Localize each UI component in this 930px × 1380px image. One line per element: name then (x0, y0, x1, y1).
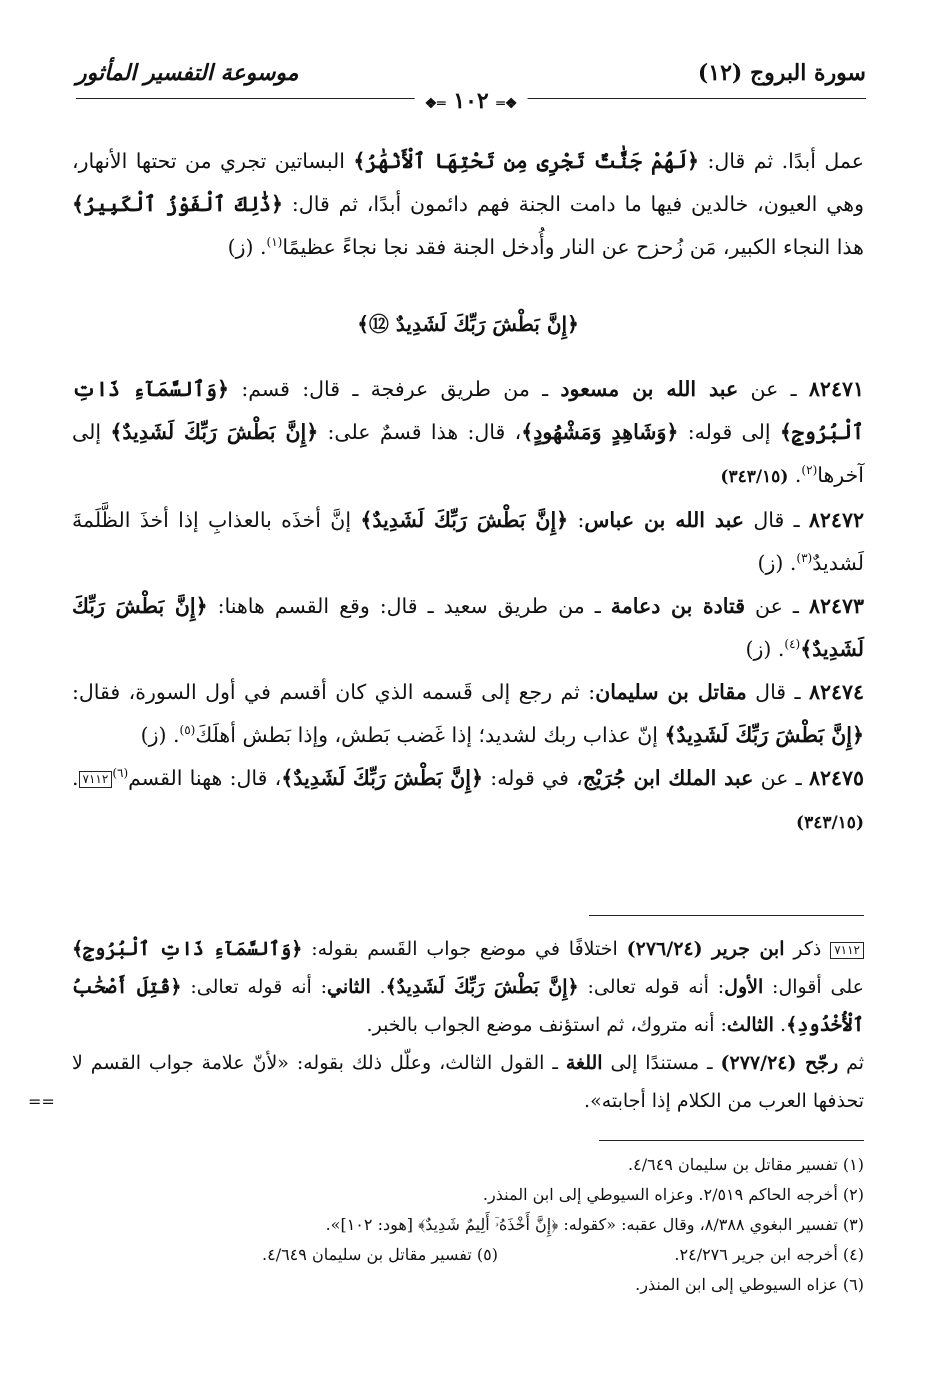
text: ـ عن (738, 377, 809, 401)
footnote-row (72, 1240, 864, 1270)
text: ـ من طريق عرفجة ـ قال: قسم: (229, 377, 561, 401)
ornament-icon: ❖═ (496, 96, 518, 112)
bold-text: الثالث (726, 1014, 774, 1036)
quran-quote: ﴿وَٱلسَّمَآءِ ذَاتِ ٱلْبُرُوجِ﴾ (72, 377, 864, 444)
footnote-3: (٣) تفسير البغوي ٨/٣٨٨، وقال عقبه: «كقوله: ﴿إِنَّ أَخْذَهُۥٓ أَلِيمٌ شَدِيدٌ﴾ [هود: ١٠٢]». (325, 1215, 864, 1234)
text: ـ عن (745, 594, 809, 618)
text: : أنه متروك، ثم استؤنف موضع الجواب بالخبر. (366, 1014, 727, 1036)
text: : ثم رجع إلى قَسمه الذي كان أقسم في أول السورة، فقال: (72, 680, 596, 704)
quran-quote: ﴿إِنَّ بَطْشَ رَبِّكَ لَشَدِيدٌ﴾ (360, 508, 569, 532)
quran-quote: ﴿قُتِلَ أَصْحَٰبُ ٱلْأُخْدُودِ﴾ (72, 976, 864, 1036)
text: ، قال: ههنا القسم (128, 766, 282, 790)
bold-text: اللغة (565, 1052, 603, 1074)
page-number-value: ١٠٢ (453, 88, 489, 114)
footnote-marker[interactable]: (١) (266, 235, 283, 250)
quran-quote: ﴿وَشَاهِدٍ وَمَشْهُودٍ﴾ (521, 420, 679, 444)
verse-heading: ﴿إِنَّ بَطْشَ رَبِّكَ لَشَدِيدٌ ⑫﴾ (357, 312, 579, 336)
text: إلى آخرها (72, 420, 864, 487)
text: إلى قوله: (678, 420, 780, 444)
entry-number: ٨٢٤٧٤ (808, 680, 865, 704)
text: . (788, 463, 802, 487)
footnote-marker[interactable]: (٥) (179, 723, 196, 738)
commentary-tag: ٧١١٢ (830, 942, 864, 959)
page-header (76, 60, 866, 116)
quran-quote: ﴿إِنَّ بَطْشَ رَبِّكَ لَشَدِيدٌ﴾ (664, 723, 864, 747)
footnote-4: (٤) أخرجه ابن جرير ٢٤/٢٧٦. (674, 1245, 864, 1264)
text: على أقوال: (763, 976, 864, 998)
text: البساتين تجري من تحتها الأنهار، وهي العيون، خالدين فيها ما دامت الجنة فهم دائمون أبدًا، ثم قال: (72, 149, 864, 216)
text: ـ مستندًا إلى (602, 1052, 721, 1074)
text: . (ز) (140, 723, 180, 747)
text: ـ القول الثالث، وعلّل ذلك بقوله: «لأنّ علامة جواب القسم لا تحذفها العرب من الكلام إذا أجابته». (72, 1052, 864, 1112)
bold-text: الأول (724, 976, 764, 998)
entry-number: ٨٢٤٧٢ (808, 508, 864, 532)
footnote-marker[interactable]: (٢) (801, 463, 818, 478)
entry-82472 (72, 499, 864, 585)
entry-82473 (72, 585, 864, 671)
narrator: مقاتل بن سليمان (595, 680, 747, 704)
bold-text: الثاني (327, 976, 371, 998)
text: ـ من طريق سعيد ـ قال: وقع القسم هاهنا: (207, 594, 611, 618)
bold-text: ابن جرير (٢٧٦/٢٤) (626, 938, 785, 960)
intro-paragraph (72, 140, 864, 269)
narrator: عبد الملك ابن جُرَيْج (582, 766, 754, 790)
quran-quote: ﴿إِنَّ بَطْشَ رَبِّكَ لَشَدِيدٌ﴾ (72, 594, 864, 661)
quran-quote: ﴿إِنَّ بَطْشَ رَبِّكَ لَشَدِيدٌ﴾ (110, 420, 319, 444)
entry-82475 (72, 757, 864, 845)
footnote-marker[interactable]: (٦) (112, 766, 129, 781)
quran-quote: ﴿لَهُمْ جَنَّٰتٌ تَجْرِى مِن تَحْتِهَا ٱلْأَنْهَٰرُ﴾ (353, 149, 700, 173)
text: هذا النجاء الكبير، مَن زُحزح عن النار وأُدخل الجنة فقد نجا نجاءً عظيمًا (282, 235, 864, 259)
quran-quote: ﴿وَٱلسَّمَآءِ ذَاتِ ٱلْبُرُوجِ﴾ (72, 938, 303, 960)
note-paragraph (72, 1044, 864, 1120)
surah-title: سورة البروج (١٢) (697, 60, 866, 86)
footnote-separator (599, 1140, 864, 1141)
text: ثم (838, 1052, 864, 1074)
text: . (72, 766, 79, 790)
book-title: موسوعة التفسير المأثور (76, 60, 299, 86)
text: . (370, 976, 386, 998)
footnote-5: (٥) تفسير مقاتل بن سليمان ٤/٦٤٩. (262, 1245, 498, 1264)
entry-82474 (72, 671, 864, 757)
footnote-1: (١) تفسير مقاتل بن سليمان ٤/٦٤٩. (628, 1155, 864, 1174)
commentary-note (72, 930, 864, 1120)
text: ، في قوله: (482, 766, 583, 790)
quran-quote: ﴿ذَٰلِكَ ٱلْفَوْزُ ٱلْكَبِيرُ﴾ (72, 192, 284, 216)
footnote-marker[interactable]: (٤) (784, 637, 801, 652)
entry-number: ٨٢٤٧٥ (808, 766, 864, 790)
text: إنَّ أخذَه بالعذابِ إذا أخذَ الظَّلَمةَ لَشديدٌ (72, 508, 864, 575)
text: عمل أبدًا. ثم قال: (699, 149, 865, 173)
text: اختلافًا في موضع جواب القَسم بقوله: (302, 938, 627, 960)
text: ـ عن (753, 766, 809, 790)
text: ـ قال (744, 508, 809, 532)
volume-reference: (٣٤٣/١٥) (720, 467, 789, 487)
note-paragraph (72, 930, 864, 1044)
text: . (ز) (745, 637, 785, 661)
footnotes (72, 1150, 864, 1300)
footnote-marker[interactable]: (٣) (796, 551, 813, 566)
entry-82471 (72, 368, 864, 499)
note-separator (589, 915, 864, 916)
narrator: قتادة بن دعامة (610, 594, 746, 618)
page-number (415, 88, 528, 114)
main-text (72, 140, 864, 845)
continuation-mark: == (28, 1092, 55, 1111)
quran-quote: ﴿إِنَّ بَطْشَ رَبِّكَ لَشَدِيدٌ﴾ (281, 766, 483, 790)
footnote-2: (٢) أخرجه الحاكم ٢/٥١٩. وعزاه السيوطي إلى ابن المنذر. (482, 1185, 864, 1204)
text: إنّ عذاب ربك لشديد؛ إذا غَضب بَطش، وإذا بَطش أهلَكَ (195, 723, 665, 747)
bold-text: رجّح (٢٧٧/٢٤) (720, 1052, 839, 1074)
text: . (773, 1014, 787, 1036)
narrator: عبد الله بن عباس (584, 508, 745, 532)
text: ذكر (784, 938, 831, 960)
text: . (ز) (227, 235, 267, 259)
text: . (ز) (757, 551, 797, 575)
narrator: عبد الله بن مسعود (560, 377, 739, 401)
footnote-6: (٦) عزاه السيوطي إلى ابن المنذر. (635, 1275, 864, 1294)
text: : أنه قوله تعالى: (181, 976, 328, 998)
text: : أنه قوله تعالى: (578, 976, 725, 998)
quran-quote: ﴿إِنَّ بَطْشَ رَبِّكَ لَشَدِيدٌ﴾ (385, 976, 579, 998)
entry-number: ٨٢٤٧٣ (808, 594, 864, 618)
commentary-tag[interactable]: ٧١١٢ (79, 771, 113, 788)
text: : (568, 508, 585, 532)
text: ـ قال (746, 680, 809, 704)
volume-reference: (٣٤٣/١٥) (796, 813, 864, 833)
text: ، قال: هذا قسمٌ على: (318, 420, 522, 444)
entry-number: ٨٢٤٧١ (808, 377, 864, 401)
ornament-icon: ═❖ (424, 96, 446, 112)
